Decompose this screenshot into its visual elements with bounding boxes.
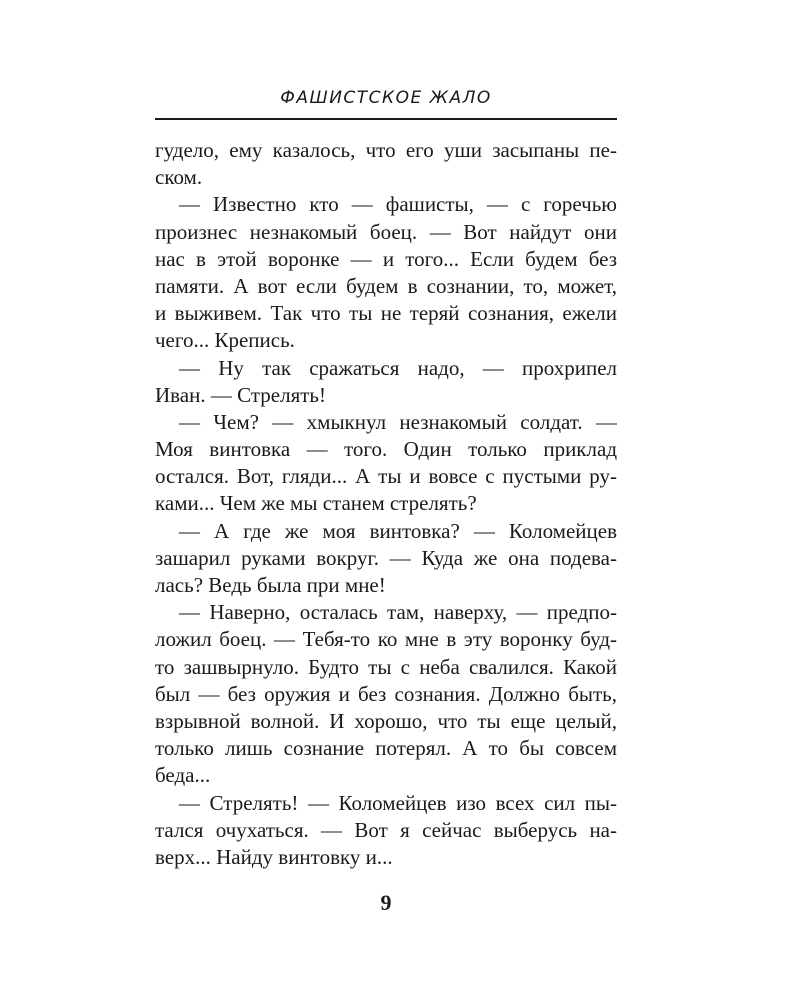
text-line: верх... Найду винтовку и... (155, 844, 393, 869)
text-line: ском. (155, 165, 203, 190)
text-line: ками... Чем же мы станем стрелять? (155, 491, 477, 516)
text-line: был — без оружия и без сознания. Должно быть, (155, 681, 617, 706)
body-text (155, 137, 617, 871)
text-line: — Стрелять! — Коломейцев изо всех сил пы- (179, 790, 617, 815)
text-line: — Чем? — хмыкнул незнакомый солдат. — (179, 409, 617, 434)
text-line: ложил боец. — Тебя-то ко мне в эту воронку буд- (155, 627, 617, 652)
text-line: гудело, ему казалось, что его уши засыпаны пе- (155, 138, 617, 162)
text-line: зашарил руками вокруг. — Куда же она подева- (155, 545, 617, 570)
running-head: ФАШИСТСКОЕ ЖАЛО (280, 88, 492, 108)
text-line: произнес незнакомый боец. — Вот найдут они (155, 219, 617, 244)
text-line: и выживем. Так что ты не теряй сознания, ежели (155, 301, 617, 326)
text-line: — Известно кто — фашисты, — с горечью (179, 192, 617, 217)
text-line: нас в этой воронке — и того... Если будем без (155, 246, 617, 271)
text-line: — Наверно, осталась там, наверху, — предпо- (179, 600, 617, 625)
header-rule (155, 118, 617, 120)
page-number: 9 (380, 890, 392, 915)
text-line: тался очухаться. — Вот я сейчас выберусь на- (155, 817, 617, 842)
text-line: — А где же моя винтовка? — Коломейцев (179, 518, 617, 543)
text-line: то зашвырнуло. Будто ты с неба свалился. Какой (155, 654, 617, 679)
text-line: памяти. А вот если будем в сознании, то, может, (155, 273, 617, 298)
text-line: чего... Крепись. (155, 328, 295, 353)
text-line: остался. Вот, гляди... А ты и вовсе с пустыми ру- (155, 464, 617, 489)
text-line: беда... (155, 763, 211, 788)
text-line: Иван. — Стрелять! (155, 382, 326, 407)
text-line: — Ну так сражаться надо, — прохрипел (179, 355, 617, 380)
text-line: взрывной волной. И хорошо, что ты еще целый, (155, 708, 617, 733)
text-line: только лишь сознание потерял. А то бы совсем (155, 736, 617, 761)
text-line: лась? Ведь была при мне! (155, 573, 386, 597)
text-line: Моя винтовка — того. Один только приклад (155, 437, 617, 462)
